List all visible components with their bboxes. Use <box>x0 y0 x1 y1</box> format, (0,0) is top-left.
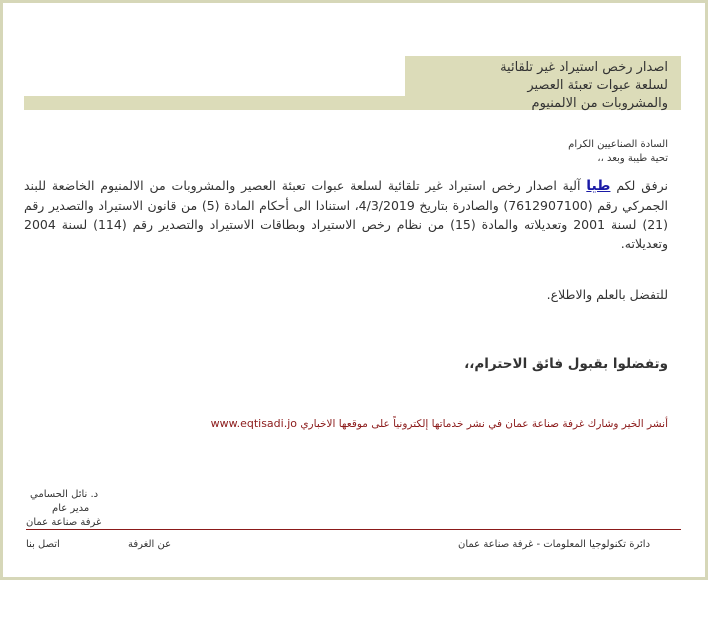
title-line-3: والمشروبات من الالمنيوم <box>531 96 668 111</box>
promo-line <box>211 417 668 430</box>
closing-line: وتفضلوا بقبول فائق الاحترام،، <box>464 356 668 372</box>
promo-site-link[interactable]: www.eqtisadi.jo <box>210 417 297 430</box>
title-line-1: اصدار رخص استيراد غير تلقائية <box>500 60 668 75</box>
signature-org: غرفة صناعة عمان <box>26 517 102 528</box>
signature-position: مدير عام <box>52 503 90 514</box>
attachment-link[interactable]: طيا <box>586 178 611 194</box>
signature-name: د. نائل الحسامي <box>30 489 99 500</box>
footer-department: دائرة تكنولوجيا المعلومات - غرفة صناعة عمان <box>458 539 651 550</box>
footer-divider <box>26 529 681 530</box>
salutation-addressee: السادة الصناعيين الكرام <box>568 139 668 150</box>
title-line-2: لسلعة عبوات تعبئة العصير <box>527 78 668 93</box>
body-text: آلية اصدار رخص استيراد غير تلقائية لسلعة عبوات تعبئة العصير والمشروبات من الالمنيوم الخاضعة للبند الجمركي رقم (7612907100) والصادرة بتاريخ 4/3/2019، استنادا الى أحكام المادة (5) من قانون الاستيراد والتصدير رقم (21) لسنة 2001 وتعديلاته والمادة (15) من نظام رخص الاستيراد وبطاقات الاستيراد والتصدير رقم (114) لسنة 2004 وتعديلاته. <box>24 178 669 251</box>
body-prefix: نرفق لكم <box>610 178 668 193</box>
promo-text: أنشر الخير وشارك غرفة صناعة عمان في نشر خدماتها إلكترونياً على موقعها الاخباري <box>297 418 668 430</box>
footer-contact-link[interactable]: اتصل بنا <box>26 539 60 550</box>
body-paragraph <box>24 176 668 253</box>
salutation-greeting: تحية طيبة وبعد ،، <box>597 153 668 164</box>
info-line: للتفضل بالعلم والاطلاع. <box>546 287 668 302</box>
footer-about-link[interactable]: عن الغرفة <box>128 539 172 550</box>
